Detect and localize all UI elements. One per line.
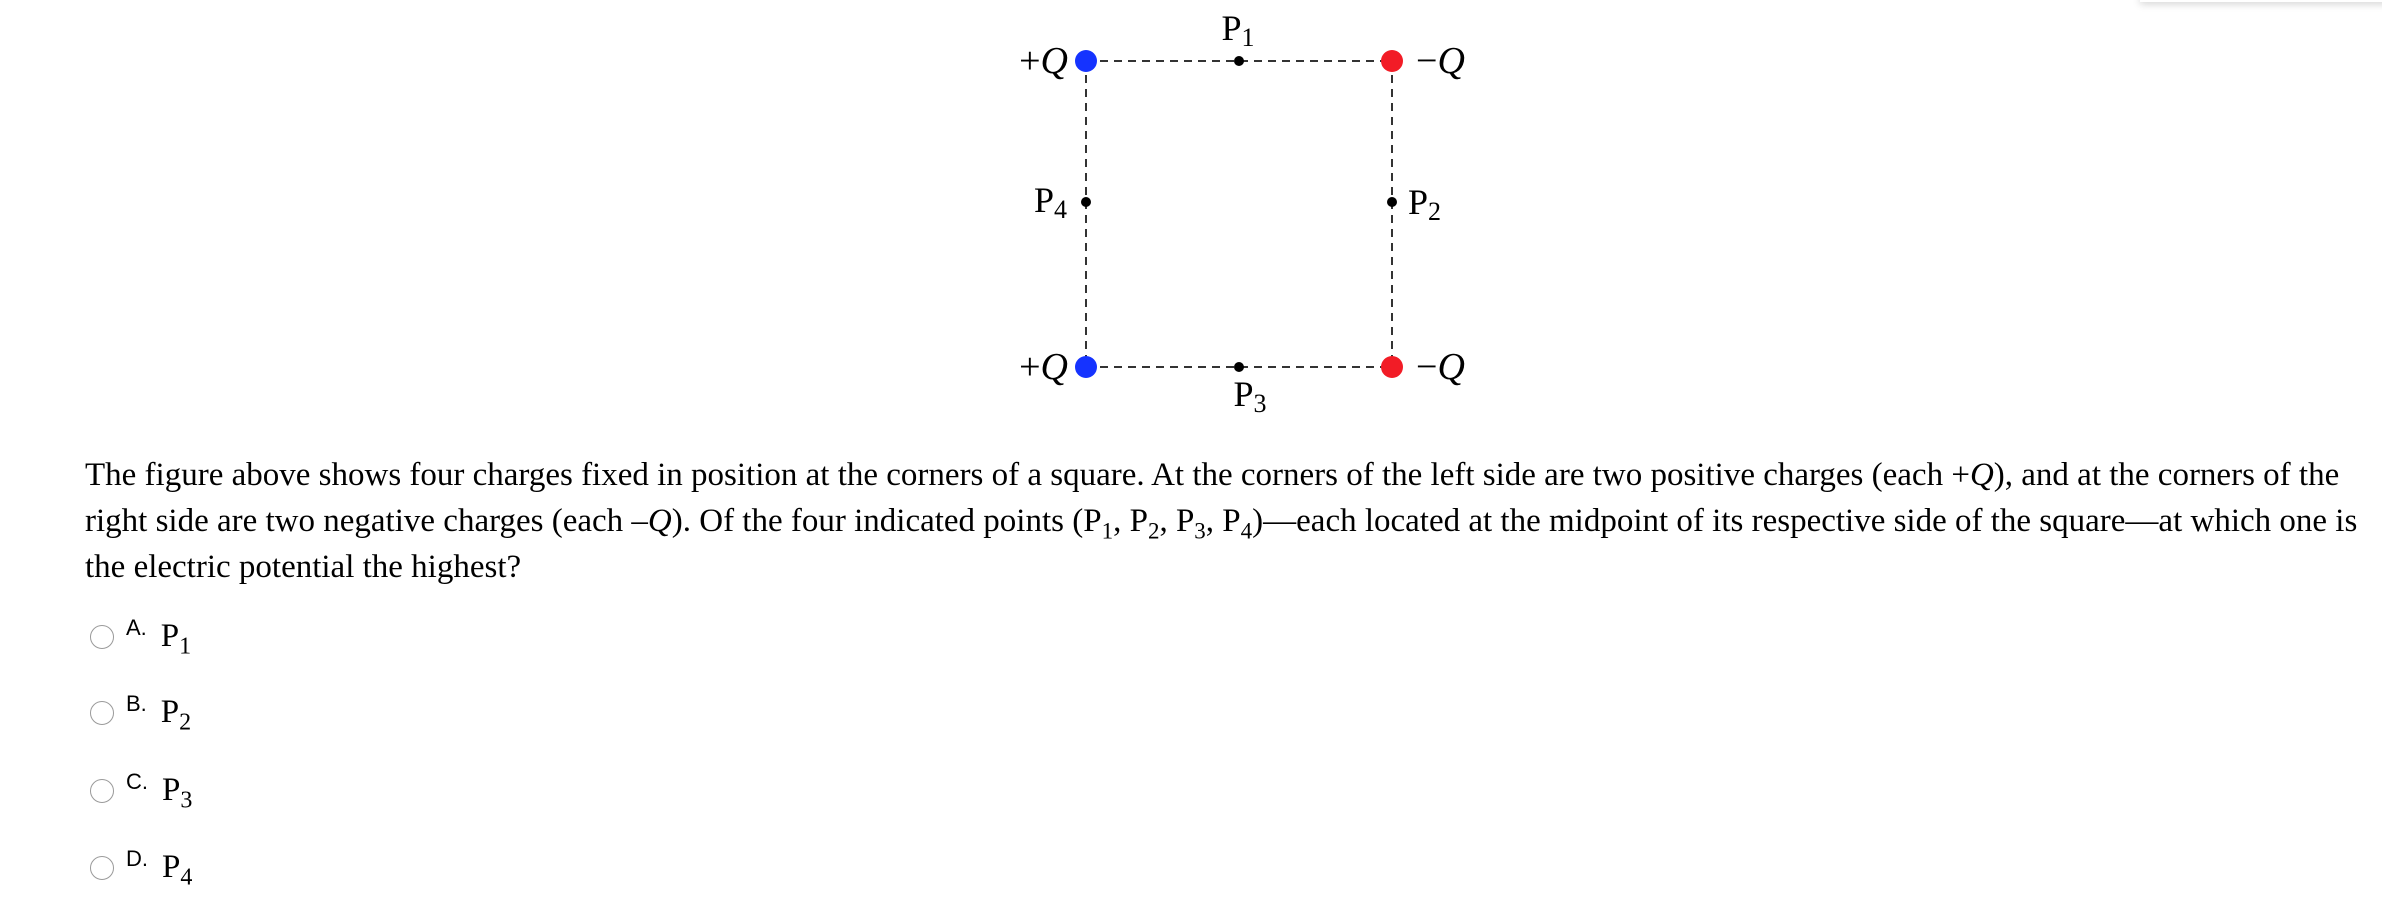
point-p4-dot: [1081, 197, 1091, 207]
radio-option-c[interactable]: [90, 779, 114, 803]
option-c-letter: C.: [126, 769, 148, 794]
option-a[interactable]: [90, 612, 191, 662]
point-label-p3: P3: [1233, 374, 1267, 418]
point-p1-dot: [1234, 56, 1244, 66]
option-b-letter: B.: [126, 691, 147, 716]
option-a-letter: A.: [126, 615, 147, 640]
charge-top-left: [1075, 50, 1097, 72]
charge-label-bottom-left: +Q: [1019, 346, 1068, 388]
option-c[interactable]: [90, 766, 192, 816]
option-d-value: $P_4$: [162, 848, 193, 891]
charge-label-bottom-right: −Q: [1416, 346, 1465, 388]
charge-bottom-right: [1381, 356, 1403, 378]
charge-top-right: [1381, 50, 1403, 72]
option-a-value: $P_1$: [160, 617, 192, 660]
square-outline: [1086, 61, 1392, 367]
option-b[interactable]: [90, 688, 191, 738]
option-d-letter: D.: [126, 846, 148, 871]
radio-option-d[interactable]: [90, 856, 114, 880]
radio-option-a[interactable]: [90, 625, 114, 649]
point-label-p2: P2: [1408, 182, 1442, 226]
point-p2-dot: [1387, 197, 1397, 207]
point-p3-dot: [1234, 362, 1244, 372]
question-text: The figure above shows four charges fixed in position at the corners of a square. At the corners of the left side are two positive charges (each +Q), and at the corners of the right side are two negative charges (each –Q). Of the four indicated points ($P_1$, $P_2$, $P_3$, $P_4)—each$ located at the midpoint of its respective side of the square—at which one is the electric potential the highest?: [85, 457, 2358, 585]
point-label-p4: P4: [1034, 180, 1068, 224]
option-c-value: $P_3$: [162, 771, 193, 814]
option-d[interactable]: [90, 843, 192, 893]
charge-label-top-left: +Q: [1019, 40, 1068, 82]
option-b-value: $P_2$: [160, 693, 192, 736]
radio-option-b[interactable]: [90, 701, 114, 725]
charge-label-top-right: −Q: [1416, 40, 1465, 82]
point-label-p1: P1: [1221, 8, 1255, 52]
charge-bottom-left: [1075, 356, 1097, 378]
charges-square-figure: [0, 0, 2382, 440]
